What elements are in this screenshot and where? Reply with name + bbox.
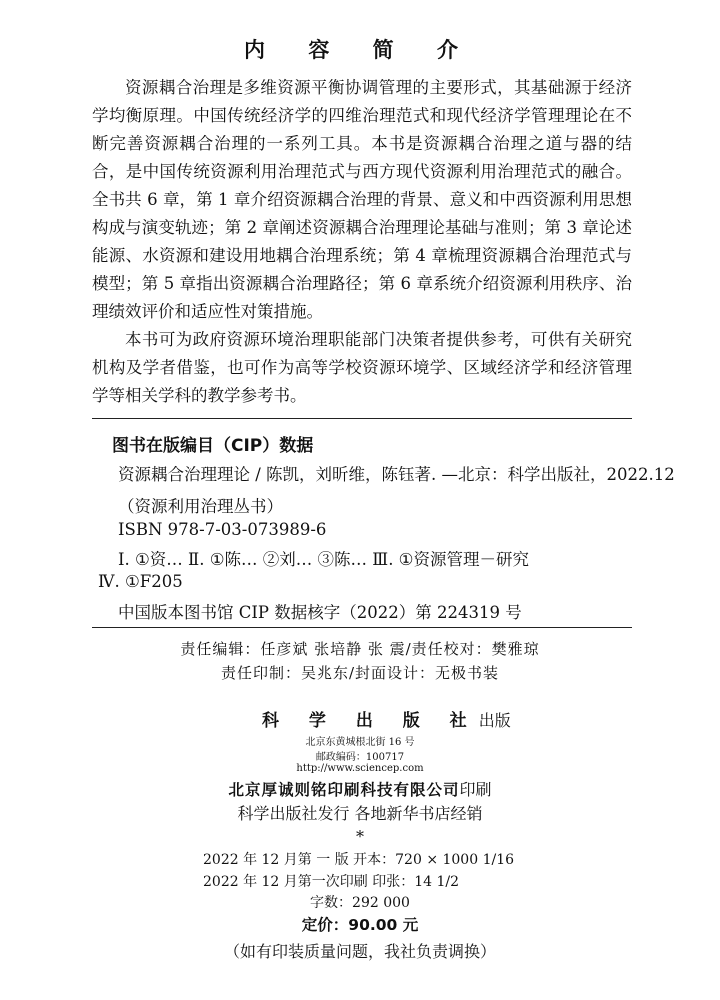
separator-asterisk: *	[356, 827, 364, 846]
price: 定价：90.00 元	[301, 916, 419, 934]
publisher-suffix: 出版	[478, 711, 511, 730]
quality-notice: （如有印装质量问题，我社负责调换）	[223, 942, 496, 961]
cip-line: Ⅳ. ①F205	[98, 572, 183, 591]
publisher-postcode: 邮政编码：100717	[315, 752, 405, 763]
printer-suffix: 印刷	[459, 780, 492, 799]
cip-heading: 图书在版编目（CIP）数据	[112, 436, 314, 456]
cip-line: 中国版本图书馆 CIP 数据核字（2022）第 224319 号	[118, 603, 522, 622]
cip-top-divider	[92, 418, 632, 419]
printing-line: 2022 年 12 月第一次印刷 印张：14 1/2	[203, 874, 460, 890]
staff-line: 责任编辑：任彦斌 张培静 张 震/责任校对：樊雅琼	[180, 640, 540, 658]
staff-line: 责任印制：吴兆东/封面设计：无极书装	[220, 664, 500, 682]
distribution-line: 科学出版社发行 各地新华书店经销	[237, 804, 483, 823]
publisher-line	[262, 706, 562, 731]
cip-line: （资源利用治理丛书）	[118, 497, 283, 516]
publisher-address: 北京东黄城根北街 16 号	[305, 737, 415, 748]
publisher-logo-text: 科 学 出 版 社	[262, 711, 479, 731]
content-summary	[92, 74, 632, 410]
edition-line: 2022 年 12 月第 一 版 开本：720 × 1000 1/16	[203, 852, 515, 868]
cip-line: Ⅰ. ①资… Ⅱ. ①陈… ②刘… ③陈… Ⅲ. ①资源管理－研究	[118, 550, 529, 569]
cip-line: 资源耦合治理理论 / 陈凯，刘昕维，陈钰著. —北京：科学出版社，2022.12	[118, 465, 675, 484]
printer-line	[0, 777, 720, 800]
publisher-website: http://www.sciencep.com	[296, 763, 424, 774]
cip-line: ISBN 978-7-03-073989-6	[118, 520, 327, 539]
word-count: 字数：292 000	[310, 895, 410, 911]
printer-name: 北京厚诚则铭印刷科技有限公司	[228, 780, 460, 799]
page-title: 内 容 简 介	[244, 38, 476, 62]
summary-paragraph: 本书可为政府资源环境治理职能部门决策者提供参考，可供有关研究机构及学者借鉴，也可作为高等学校资源环境学、区域经济学和经济管理学等相关学科的教学参考书。	[92, 330, 632, 405]
summary-paragraph: 资源耦合治理是多维资源平衡协调管理的主要形式，其基础源于经济学均衡原理。中国传统经济学的四维治理范式和现代经济学管理理论在不断完善资源耦合治理的一系列工具。本书是资源耦合治理之道与器的结合，是中国传统资源利用治理范式与西方现代资源利用治理范式的融合。全书共 6 章，第 1 章介绍资源耦合治理的背景、意义和中西资源利用思想构成与演变轨迹；第 2 章阐述资源耦合治理理论基础与准则；第 3 章论述能源、水资源和建设用地耦合治理系统；第 4 章梳理资源耦合治理范式与模型；第 5 章指出资源耦合治理路径；第 6 章系统介绍资源利用秩序、治理绩效评价和适应性对策措施。	[92, 78, 632, 321]
cip-bottom-divider	[92, 627, 632, 628]
